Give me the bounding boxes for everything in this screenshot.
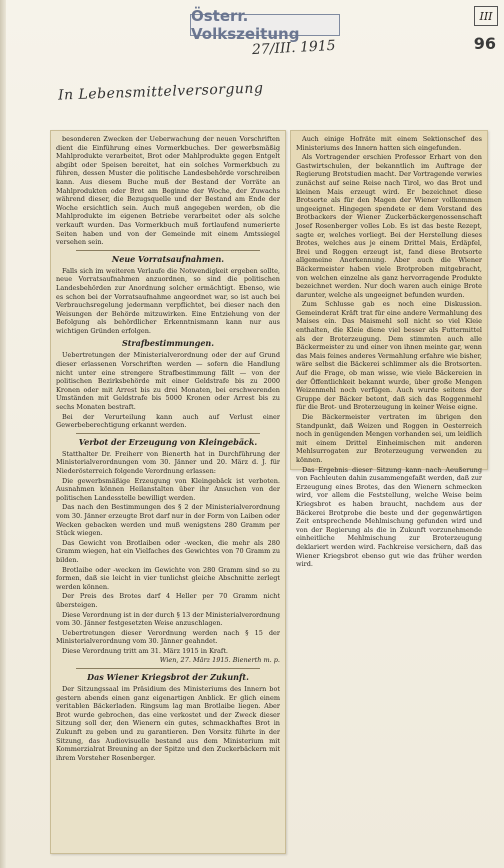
folio-box: III	[474, 6, 498, 26]
paragraph: Falls sich im weiteren Verlaufe die Notwendigkeit ergeben sollte, neue Vorratsaufnahmen anzuordnen, so sind die politischen Landesbehörden zur Anordnung solcher ermächtigt. Ebenso, wie es schon bei der Vorratsaufnahme angeordnet war, so ist auch bei Verbrauchsregelung jedermann verpflichtet, bei dieser nach den Weisungen der Behörde mitzuwirken. Eine Entziehung von der Befolgung als behördlicher Erkenntnismann kann nur aus wichtigen Gründen erfolgen.	[56, 266, 280, 335]
paragraph: Diese Verordnung tritt am 31. März 1915 in Kraft.	[62, 646, 228, 655]
paragraph: Statthalter Dr. Freiherr von Bienerth hat in Durchführung der Ministerialverordnungen vom 30. Jänner und 20. März d. J. für Niederösterreich folgende Verordnung erlassen:	[56, 449, 280, 475]
paragraph: Das Gewicht von Brotlaiben oder -wecken, die mehr als 280 Gramm wiegen, hat ein Vielfaches des Gewichtes von 70 Gramm zu bilden.	[56, 538, 280, 564]
right-clipping	[290, 130, 488, 569]
folio-number: 96	[473, 34, 496, 53]
binding-edge	[0, 0, 6, 868]
left-clipping	[50, 130, 286, 854]
paragraph: Diese Verordnung ist in der durch § 13 der Ministerialverordnung vom 30. Jänner festgesetzten Weise anzuschlagen.	[56, 610, 280, 628]
left-column-text	[56, 135, 280, 762]
paragraph: Brotlaibe oder -wecken im Gewichte von 280 Gramm sind so zu formen, daß sie leicht in vier tunlichst gleiche Abschnitte zerlegt werden können.	[56, 565, 280, 591]
paragraph: Auch einige Hofräte mit einem Sektionschef des Ministeriums des Innern hatten sich eingefunden.	[296, 135, 482, 152]
paragraph: Der Preis des Brotes darf 4 Heller per 70 Gramm nicht übersteigen.	[56, 592, 280, 609]
right-column-text	[296, 135, 482, 569]
section-heading: Verbot der Erzeugung von Kleingebäck.	[78, 436, 258, 447]
paragraph: Das Ergebnis dieser Sitzung kann nach Aeußerung von Fachleuten dahin zusammengefaßt werden, daß zur Erzeugung eines Brotes, das den Wienern schmecken wird, vor allem die Feststellung, welche Weise beim Kriegsbrot es haben braucht, nachdem aus der Bäckerei Brotprobe die beste und der gegenwärtigen Zeit entsprechende Mehlmischung gefunden wird und von der Regierung als die in Zukunft vorzunehmende einheitliche Mehlmischung zur Broterzeugung deklariert werden wird. Fachkreise versichern, daß das Wiener Kriegsbrot ebenso gut wie das früher werden wird.	[296, 465, 482, 569]
section-heading: Das Wiener Kriegsbrot der Zukunft.	[87, 672, 249, 683]
section-divider	[76, 433, 260, 434]
paragraph: Der Sitzungssaal im Präsidium des Ministeriums des Innern bot gestern abends einen ganz eigenartigen Anblick. Er glich einem veritablen Bäckerladen. Ringsum lag man Brotlaibe liegen. Aber Brot wurde gebrochen, das eine verkostet und der Zweck dieser Sitzung soll der, den Wienern ein gutes, schmackhaftes Brot in Zukunft zu geben und zu garantieren. Den Vorsitz führte in der Sitzung, das Audiovisuelle bestand aus dem Ministerium mit Kommerzialrat Breuning an der Spitze und den Zuckerbäckern mit ihrem Vorsteher Rosenberger.	[56, 685, 280, 762]
paragraph: Die Bäckermeister vertraten im übrigen den Standpunkt, daß Weizen und Roggen in Oesterreich noch in genügenden Mengen vorhanden sei, um leidlich mit einem Drittel Einheimischen mit anderen Mehlsurrogaten zur Broterzeugung verwenden zu können.	[296, 413, 482, 464]
newspaper-stamp: Österr. Volkszeitung	[190, 14, 340, 36]
intro-paragraph: besonderen Zwecken der Ueberwachung der neuen Vorschriften dient die Einführung eines Vormerkbuches. Der gewerbsmäßig Mahlprodukte verarbeitet, Brot oder Mahlprodukte gegen Entgelt abgibt oder Speisen bereitet, hat ein solches Vormerkbuch zu führen, dessen Muster die politische Landesbehörde vorschreiben kann. Aus diesem Buche muß der Bestand der Vorräte an Mahlprodukten oder Brot am Beginne der Woche, der Zuwachs während dieser, die Bezugsquelle und der Bestand am Ende der Woche ersichtlich sein. Auch muß angegeben werden, ob die Mahlprodukte im eigenen Betriebe verarbeitet oder als solche verkauft wurden. Das Vormerkbuch muß fortlaufend numerierte Seiten haben und von der Gemeinde mit einem Amtssiegel versehen sein.	[56, 135, 280, 247]
section-heading: Neue Vorratsaufnahmen.	[111, 253, 225, 264]
handwritten-date: 27/III. 1915	[251, 37, 337, 59]
section-heading: Strafbestimmungen.	[121, 338, 215, 349]
signature-line: Wien, 27. März 1915. Bienerth m. p.	[159, 656, 280, 665]
paragraph: Als Vortragender erschien Professor Erhart von den Gastwirtschulen, der bekanntlich im Auftrage der Regierung Brotstudien macht. Der Vortragende verwies zunächst auf seine Reise nach Tirol, wo das Brot und kleinen Mais erzeugt wird. Er bezeichnet diese Brotsorte als für den Magen der Wiener vollkommen ungeeignet. Hingegen spendete er dem Vorstand des Brotbackers der Wiener Zuckerbäckergenossenschaft Josef Rosenberger volles Lob. Es ist das beste Rezept, sagte er, welches vorliegt. Bei der Herstellung dieses Brotes, welches aus je einem Drittel Mais, Erdäpfel, Brei und Roggen erzeugt ist, fand diese Brotsorte allgemeine Anerkennung. Aber auch die Wiener Bäckermeister haben viele Brotproben mitgebracht, von welchen einzelne als ganz hervorragende Produkte bezeichnet werden. Nur doch waren auch einige Brote darunter, welche als ungeeignet befunden wurden.	[296, 153, 482, 299]
section-divider	[76, 250, 260, 251]
handwritten-topic: In Lebensmittelversorgung	[57, 80, 264, 104]
paragraph: Uebertretungen der Ministerialverordnung oder der auf Grund dieser erlassenen Vorschriften werden — sofern die Handlung nicht unter eine strengere Strafbestimmung fällt — von der politischen Bezirksbehörde mit einer Geldstrafe bis zu 2000 Kronen oder mit Arrest bis zu drei Monaten, bei erschwerenden Umständen mit Geldstrafe bis 5000 Kronen oder Arrest bis zu sechs Monaten bestraft.	[56, 351, 280, 412]
paragraph: Uebertretungen dieser Verordnung werden nach § 15 der Ministerialverordnung vom 30. Jänner geahndet.	[56, 628, 280, 646]
section-divider	[76, 668, 260, 669]
paragraph: Zum Schlusse gab es noch eine Diskussion. Gemeinderat Kräft trat für eine andere Vermahlung des Maises ein. Das Maismehl soll nicht so viel Kleie enthalten, die Kleie diene viel besser als Futtermittel als der Broterzeugung. Dem stimmten auch alle Bäckermeister zu und einer von ihnen meinte gar, wenn das Mais feines anderes Vermahlung erfahre wie bisher, wäre selbst die Bäckerei schlimmer als die Brotsorten. Auf die Frage, ob man wisse, wie viele Bäckereien in der Öffentlichkeit bekannt wurde, über große Mengen Weizenmehl noch verfügen. Auch wurde seitens der Gruppe der Bäcker betont, daß sich das Roggenmehl für die Brot- und Broterzeugung in keiner Weise eigne.	[296, 300, 482, 412]
paragraph: Bei der Verurteilung kann auch auf Verlust einer Gewerbeberechtigung erkannt werden.	[56, 412, 280, 430]
paragraph: Das nach den Bestimmungen des § 2 der Ministerialverordnung vom 30. Jänner erzeugte Brot darf nur in der Form von Laiben oder Wecken gebacken werden und muß wenigstens 280 Gramm per Stück wiegen.	[56, 503, 280, 538]
paragraph: Die gewerbsmäßige Erzeugung von Kleingebäck ist verboten. Ausnahmen können Heilanstalten über ihr Ansuchen von der politischen Landesstelle bewilligt werden.	[56, 476, 280, 502]
